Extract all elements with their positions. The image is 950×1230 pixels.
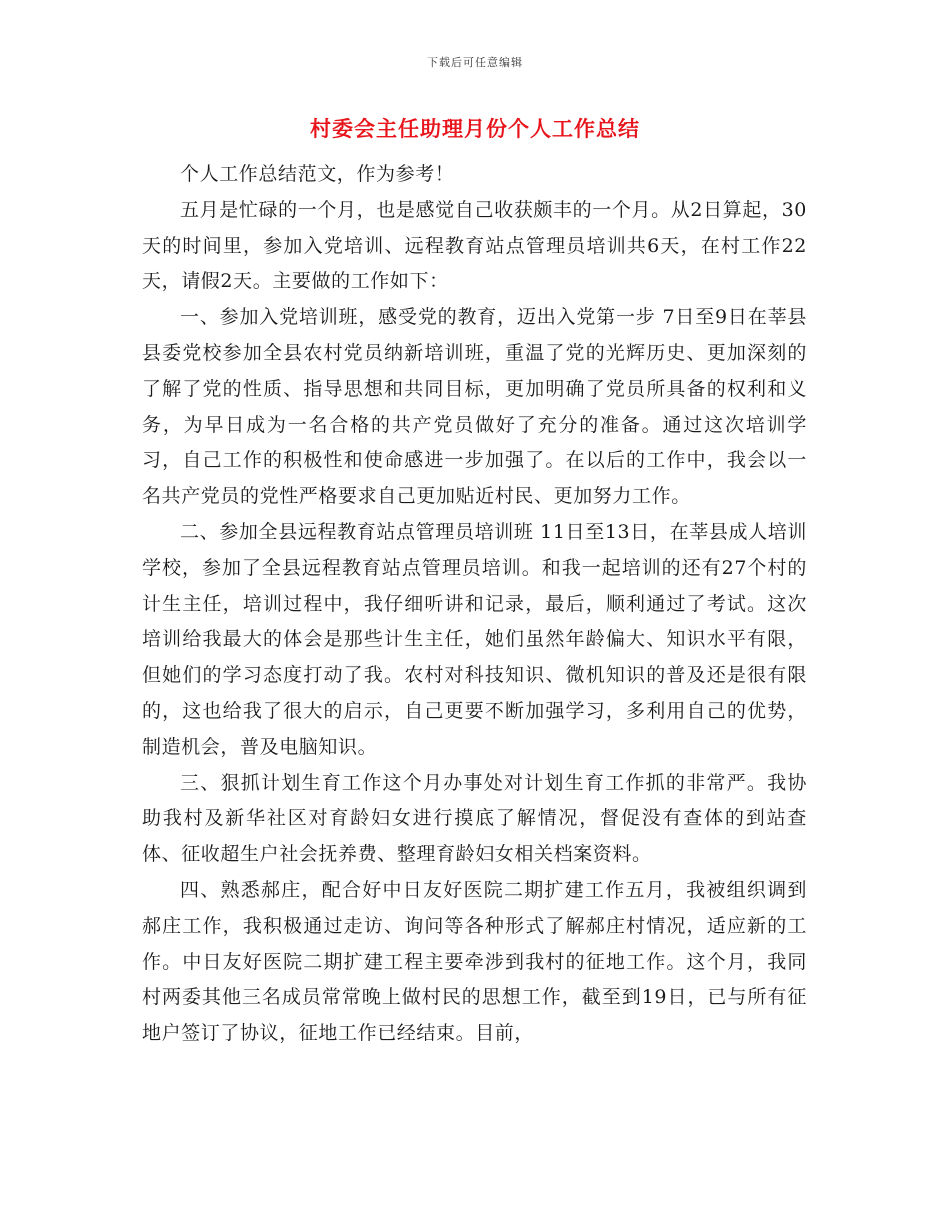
document-body (142, 157, 807, 1052)
document-title: 村委会主任助理月份个人工作总结 (310, 117, 640, 141)
header-note: 下载后可任意编辑 (427, 56, 523, 69)
paragraph-party-training: 一、参加入党培训班，感受党的教育，迈出入党第一步 7日至9日在莘县县委党校参加全县农村党员纳新培训班，重温了党的光辉历史、更加深刻的了解了党的性质、指导思想和共同目标，更加明确了党员所具备的权利和义务，为早日成为一名合格的共产党员做好了充分的准备。通过这次培训学习，自己工作的积极性和使命感进一步加强了。在以后的工作中，我会以一名共产党员的党性严格要求自己更加贴近村民、更加努力工作。 (142, 306, 807, 508)
paragraph-hospital-expansion: 四、熟悉郝庄，配合好中日友好医院二期扩建工作五月，我被组织调到郝庄工作，我积极通过走访、询问等各种形式了解郝庄村情况，适应新的工作。中日友好医院二期扩建工程主要牵涉到我村的征地工作。这个月，我同村两委其他三名成员常常晚上做村民的思想工作，截至到19日，已与所有征地户签订了协议，征地工作已经结束。目前， (142, 878, 807, 1045)
paragraph-remote-education: 二、参加全县远程教育站点管理员培训班 11日至13日，在莘县成人培训学校，参加了全县远程教育站点管理员培训。和我一起培训的还有27个村的计生主任，培训过程中，我仔细听讲和记录，最后，顺利通过了考试。这次培训给我最大的体会是那些计生主任，她们虽然年龄偏大、知识水平有限，但她们的学习态度打动了我。农村对科技知识、微机知识的普及还是很有限的，这也给我了很大的启示，自己更要不断加强学习，多利用自己的优势，制造机会，普及电脑知识。 (142, 520, 807, 758)
paragraph-overview: 五月是忙碌的一个月，也是感觉自己收获颇丰的一个月。从2日算起，30天的时间里，参加入党培训、远程教育站点管理员培训共6天，在村工作22天，请假2天。主要做的工作如下： (142, 198, 807, 293)
paragraph-intro: 个人工作总结范文，作为参考！ (180, 163, 455, 185)
paragraph-family-planning: 三、狠抓计划生育工作这个月办事处对计划生育工作抓的非常严。我协助我村及新华社区对育龄妇女进行摸底了解情况，督促没有查体的到站查体、征收超生户社会抚养费、整理育龄妇女相关档案资料。 (142, 771, 807, 866)
